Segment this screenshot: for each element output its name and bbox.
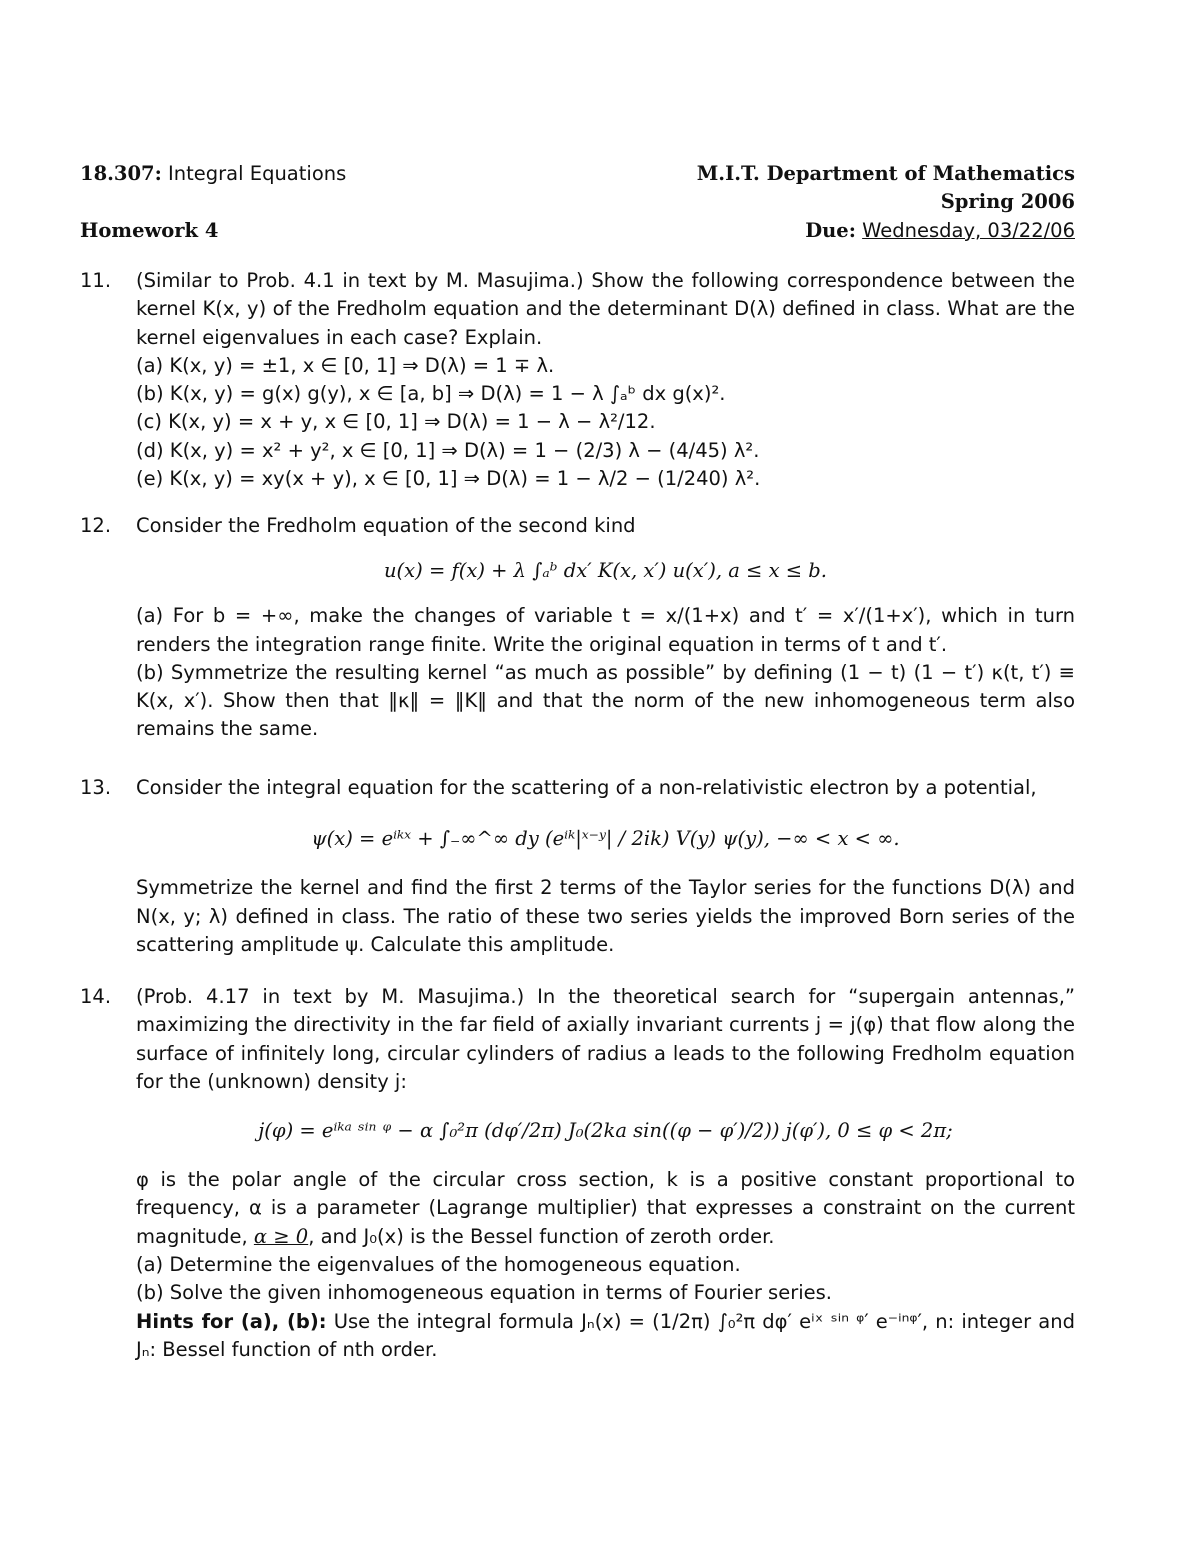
part-b: (b) Symmetrize the resulting kernel “as much as possible” by defining (1 − t) (1 − t′) κ(t, t′) ≡ K(x, x′). Show then that ‖κ‖ = ‖K‖ and that the norm of the new inhomogeneous term also remains the same. (136, 660, 1075, 741)
problem-text: Consider the Fredholm equation of the second kind (136, 514, 636, 537)
part-b: (b) Solve the given inhomogeneous equation in terms of Fourier series. (136, 1281, 832, 1305)
problem-text: (Similar to Prob. 4.1 in text by M. Masujima.) Show the following correspondence between the kernel K(x, y) of the Fredholm equation and the determinant D(λ) defined in class. What are the kernel eigenvalues in each case? Explain. (136, 269, 1075, 349)
display-equation: j(φ) = eⁱᵏᵃ ˢⁱⁿ ᵠ − α ∫₀²π (dφ′/2π) J₀(2ka sin((φ − φ′)/2)) j(φ′), 0 ≤ φ < 2π; (258, 1119, 953, 1143)
part-a: (a) Determine the eigenvalues of the homogeneous equation. (136, 1253, 741, 1277)
alpha-constraint: α ≥ 0 (253, 1224, 309, 1248)
problem-followup (136, 1166, 1075, 1251)
term: Spring 2006 (940, 190, 1075, 213)
due-label: Due: (805, 219, 856, 242)
part-b: (b) K(x, y) = g(x) g(y), x ∈ [a, b] ⇒ D(λ) = 1 − λ ∫ₐᵇ dx g(x)². (136, 382, 726, 406)
problem-11 (80, 267, 1075, 493)
part-a: (a) K(x, y) = ±1, x ∈ [0, 1] ⇒ D(λ) = 1 ∓ λ. (136, 353, 555, 377)
problem-text: Consider the integral equation for the scattering of a non-relativistic electron by a potential, (136, 776, 1037, 799)
followup-text: φ is the polar angle of the circular cross section, k is a positive constant proportional to frequency, α is a parameter (Lagrange multiplier) that expresses a constraint on the current magnitude, (136, 1168, 1075, 1248)
due-value: Wednesday, 03/22/06 (862, 219, 1075, 242)
problem-number: 12. (80, 514, 112, 537)
part-d: (d) K(x, y) = x² + y², x ∈ [0, 1] ⇒ D(λ) = 1 − (2/3) λ − (4/45) λ². (136, 438, 760, 462)
problem-text: (Prob. 4.17 in text by M. Masujima.) In the theoretical search for “supergain antennas,” maximizing the directivity in the far field of axially invariant currents j = j(φ) that flow along the surface of infinitely long, circular cylinders of radius a leads to the following Fredholm equation for the (unknown) density j: (136, 985, 1075, 1093)
course-title: Integral Equations (168, 162, 347, 185)
problem-followup: Symmetrize the kernel and find the first 2 terms of the Taylor series for the functions D(λ) and N(x, y; λ) defined in class. The ratio of these two series yields the improved Born series of the scattering amplitude ψ. Calculate this amplitude. (136, 876, 1075, 956)
display-equation: u(x) = f(x) + λ ∫ₐᵇ dx′ K(x, x′) u(x′), a ≤ x ≤ b. (384, 559, 827, 583)
problem-number: 13. (80, 776, 112, 799)
part-c: (c) K(x, y) = x + y, x ∈ [0, 1] ⇒ D(λ) = 1 − λ − λ²/12. (136, 410, 656, 434)
problem-number: 11. (80, 269, 112, 292)
hint-text: Use the integral formula Jₙ(x) = (1/2π) ∫₀²π dφ′ eⁱˣ ˢⁱⁿ ᵠ′ e⁻ⁱⁿᵠ′, n: integer and Jₙ: Bessel function of nth order. (136, 1309, 1075, 1361)
header-row-1 (80, 160, 1075, 187)
course-label (80, 160, 346, 187)
header-row-2 (80, 188, 1075, 215)
hint-label: Hints for (a), (b): (136, 1309, 327, 1333)
due-date (805, 217, 1075, 244)
problem-12 (80, 512, 1075, 744)
hints (136, 1308, 1075, 1365)
homework-title: Homework 4 (80, 219, 219, 242)
problem-number: 14. (80, 985, 112, 1008)
department: M.I.T. Department of Mathematics (696, 162, 1075, 185)
problem-13 (80, 774, 1075, 959)
problem-14 (80, 983, 1075, 1364)
part-a: (a) For b = +∞, make the changes of variable t = x/(1+x) and t′ = x′/(1+x′), which in turn renders the integration range finite. Write the original equation in terms of t and t′. (136, 604, 1075, 656)
header-row-3 (80, 217, 1075, 244)
display-equation: ψ(x) = eⁱᵏˣ + ∫₋∞^∞ dy (eⁱᵏ|ˣ⁻ʸ| / 2ik) V(y) ψ(y), −∞ < x < ∞. (311, 827, 900, 851)
followup-end: , and J₀(x) is the Bessel function of zeroth order. (308, 1224, 775, 1248)
part-e: (e) K(x, y) = xy(x + y), x ∈ [0, 1] ⇒ D(λ) = 1 − λ/2 − (1/240) λ². (136, 467, 761, 491)
course-number: 18.307: (80, 162, 162, 185)
